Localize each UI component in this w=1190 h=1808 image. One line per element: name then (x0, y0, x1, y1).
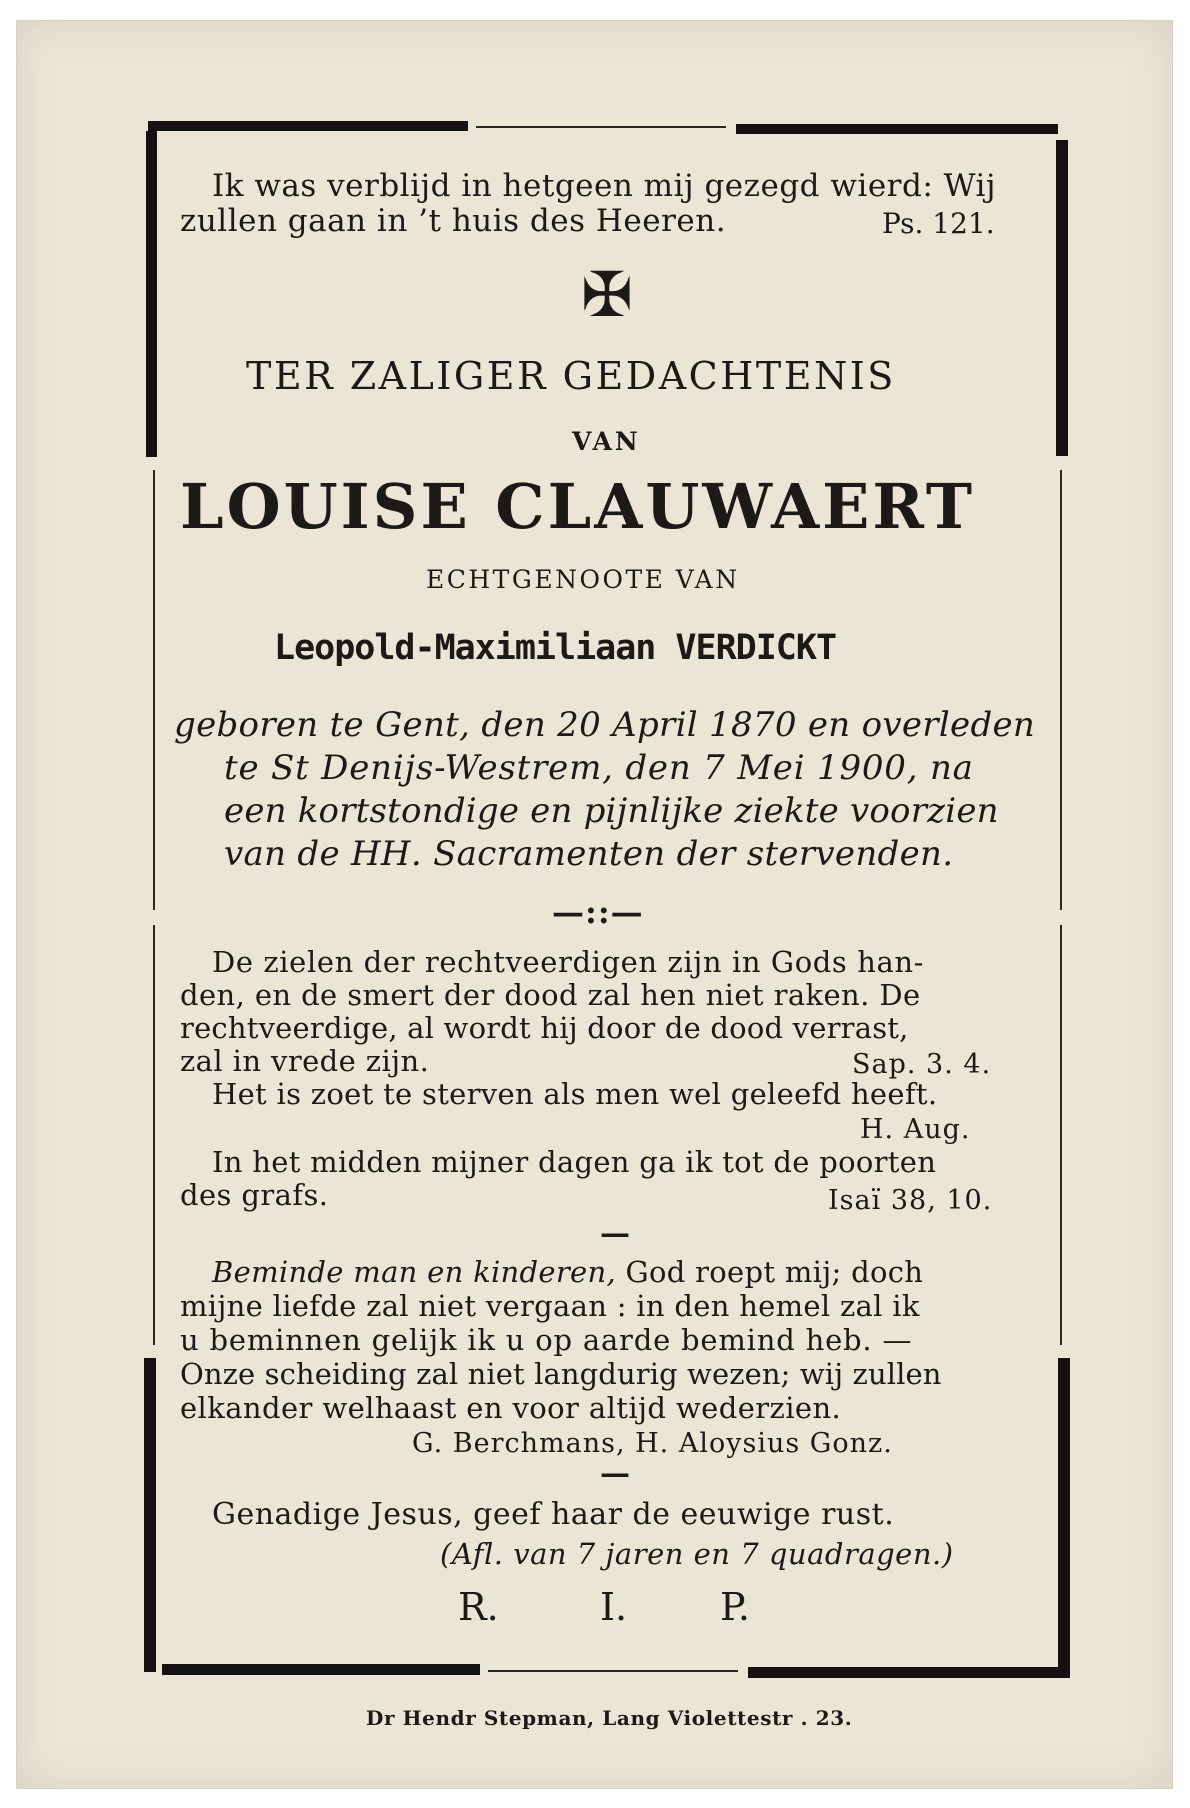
separator-1: — (600, 1216, 630, 1251)
memorial-heading: TER ZALIGER GEDACHTENIS (246, 354, 896, 398)
farewell-line-4: Onze scheiding zal niet langdurig wezen; wij zullen (180, 1357, 942, 1391)
deceased-name: LOUISE CLAUWAERT (180, 470, 975, 543)
scripture-line-6: In het midden mijner dagen ga ik tot de poorten (212, 1145, 937, 1179)
farewell-line-1 (212, 1255, 923, 1289)
separator-2: — (600, 1456, 630, 1491)
prayer-line: Genadige Jesus, geef haar de eeuwige rust. (212, 1497, 895, 1532)
ornament-divider: —::— (552, 893, 644, 931)
farewell-line-1-rest: God roept mij; doch (625, 1255, 924, 1289)
van-label: VAN (572, 427, 641, 456)
scripture-reference-1: Sap. 3. 4. (852, 1049, 992, 1080)
epigraph-reference: Ps. 121. (882, 207, 995, 240)
scripture-line-7: des grafs. (180, 1178, 329, 1212)
biography-line-2: te St Denijs-Westrem, den 7 Mei 1900, na (224, 748, 974, 788)
biography-line-3: een kortstondige en pijnlijke ziekte voorzien (224, 791, 999, 831)
printer-imprint: Dr Hendr Stepman, Lang Violettestr . 23. (366, 1706, 853, 1730)
scripture-line-3: rechtveerdige, al wordt hij door de dood verrast, (180, 1011, 909, 1045)
rip-letter-r: R. (458, 1585, 499, 1629)
farewell-line-3: u beminnen gelijk ik u op aarde bemind heb. — (180, 1323, 913, 1357)
scripture-reference-2: H. Aug. (860, 1114, 971, 1145)
indulgence-line: (Afl. van 7 jaren en 7 quadragen.) (440, 1537, 954, 1571)
rip-letter-i: I. (600, 1585, 628, 1629)
spouse-name: Leopold-Maximiliaan VERDICKT (274, 628, 837, 668)
scripture-line-1: De zielen der rechtveerdigen zijn in Gods han- (212, 945, 925, 979)
epigraph-line-1: Ik was verblijd in hetgeen mij gezegd wierd: Wij (212, 168, 996, 204)
farewell-line-5: elkander welhaast en voor altijd wederzien. (180, 1391, 842, 1425)
scripture-line-2: den, en de smert der dood zal hen niet raken. De (180, 978, 921, 1012)
scripture-line-4: zal in vrede zijn. (180, 1044, 430, 1078)
rip-letter-p: P. (720, 1585, 750, 1629)
spouse-intro: ECHTGENOOTE VAN (426, 565, 740, 594)
farewell-line-2: mijne liefde zal niet vergaan : in den hemel zal ik (180, 1289, 920, 1323)
cross-icon: ✠ (581, 258, 633, 331)
epigraph-line-2: zullen gaan in ’t huis des Heeren. (180, 203, 727, 239)
farewell-attribution: G. Berchmans, H. Aloysius Gonz. (412, 1428, 893, 1459)
scripture-line-5: Het is zoet te sterven als men wel geleefd heeft. (212, 1077, 938, 1111)
biography-line-4: van de HH. Sacramenten der stervenden. (224, 834, 954, 874)
biography-line-1: geboren te Gent, den 20 April 1870 en overleden (174, 705, 1036, 745)
farewell-address: Beminde man en kinderen, (212, 1255, 616, 1289)
scripture-reference-3: Isaï 38, 10. (828, 1185, 993, 1216)
